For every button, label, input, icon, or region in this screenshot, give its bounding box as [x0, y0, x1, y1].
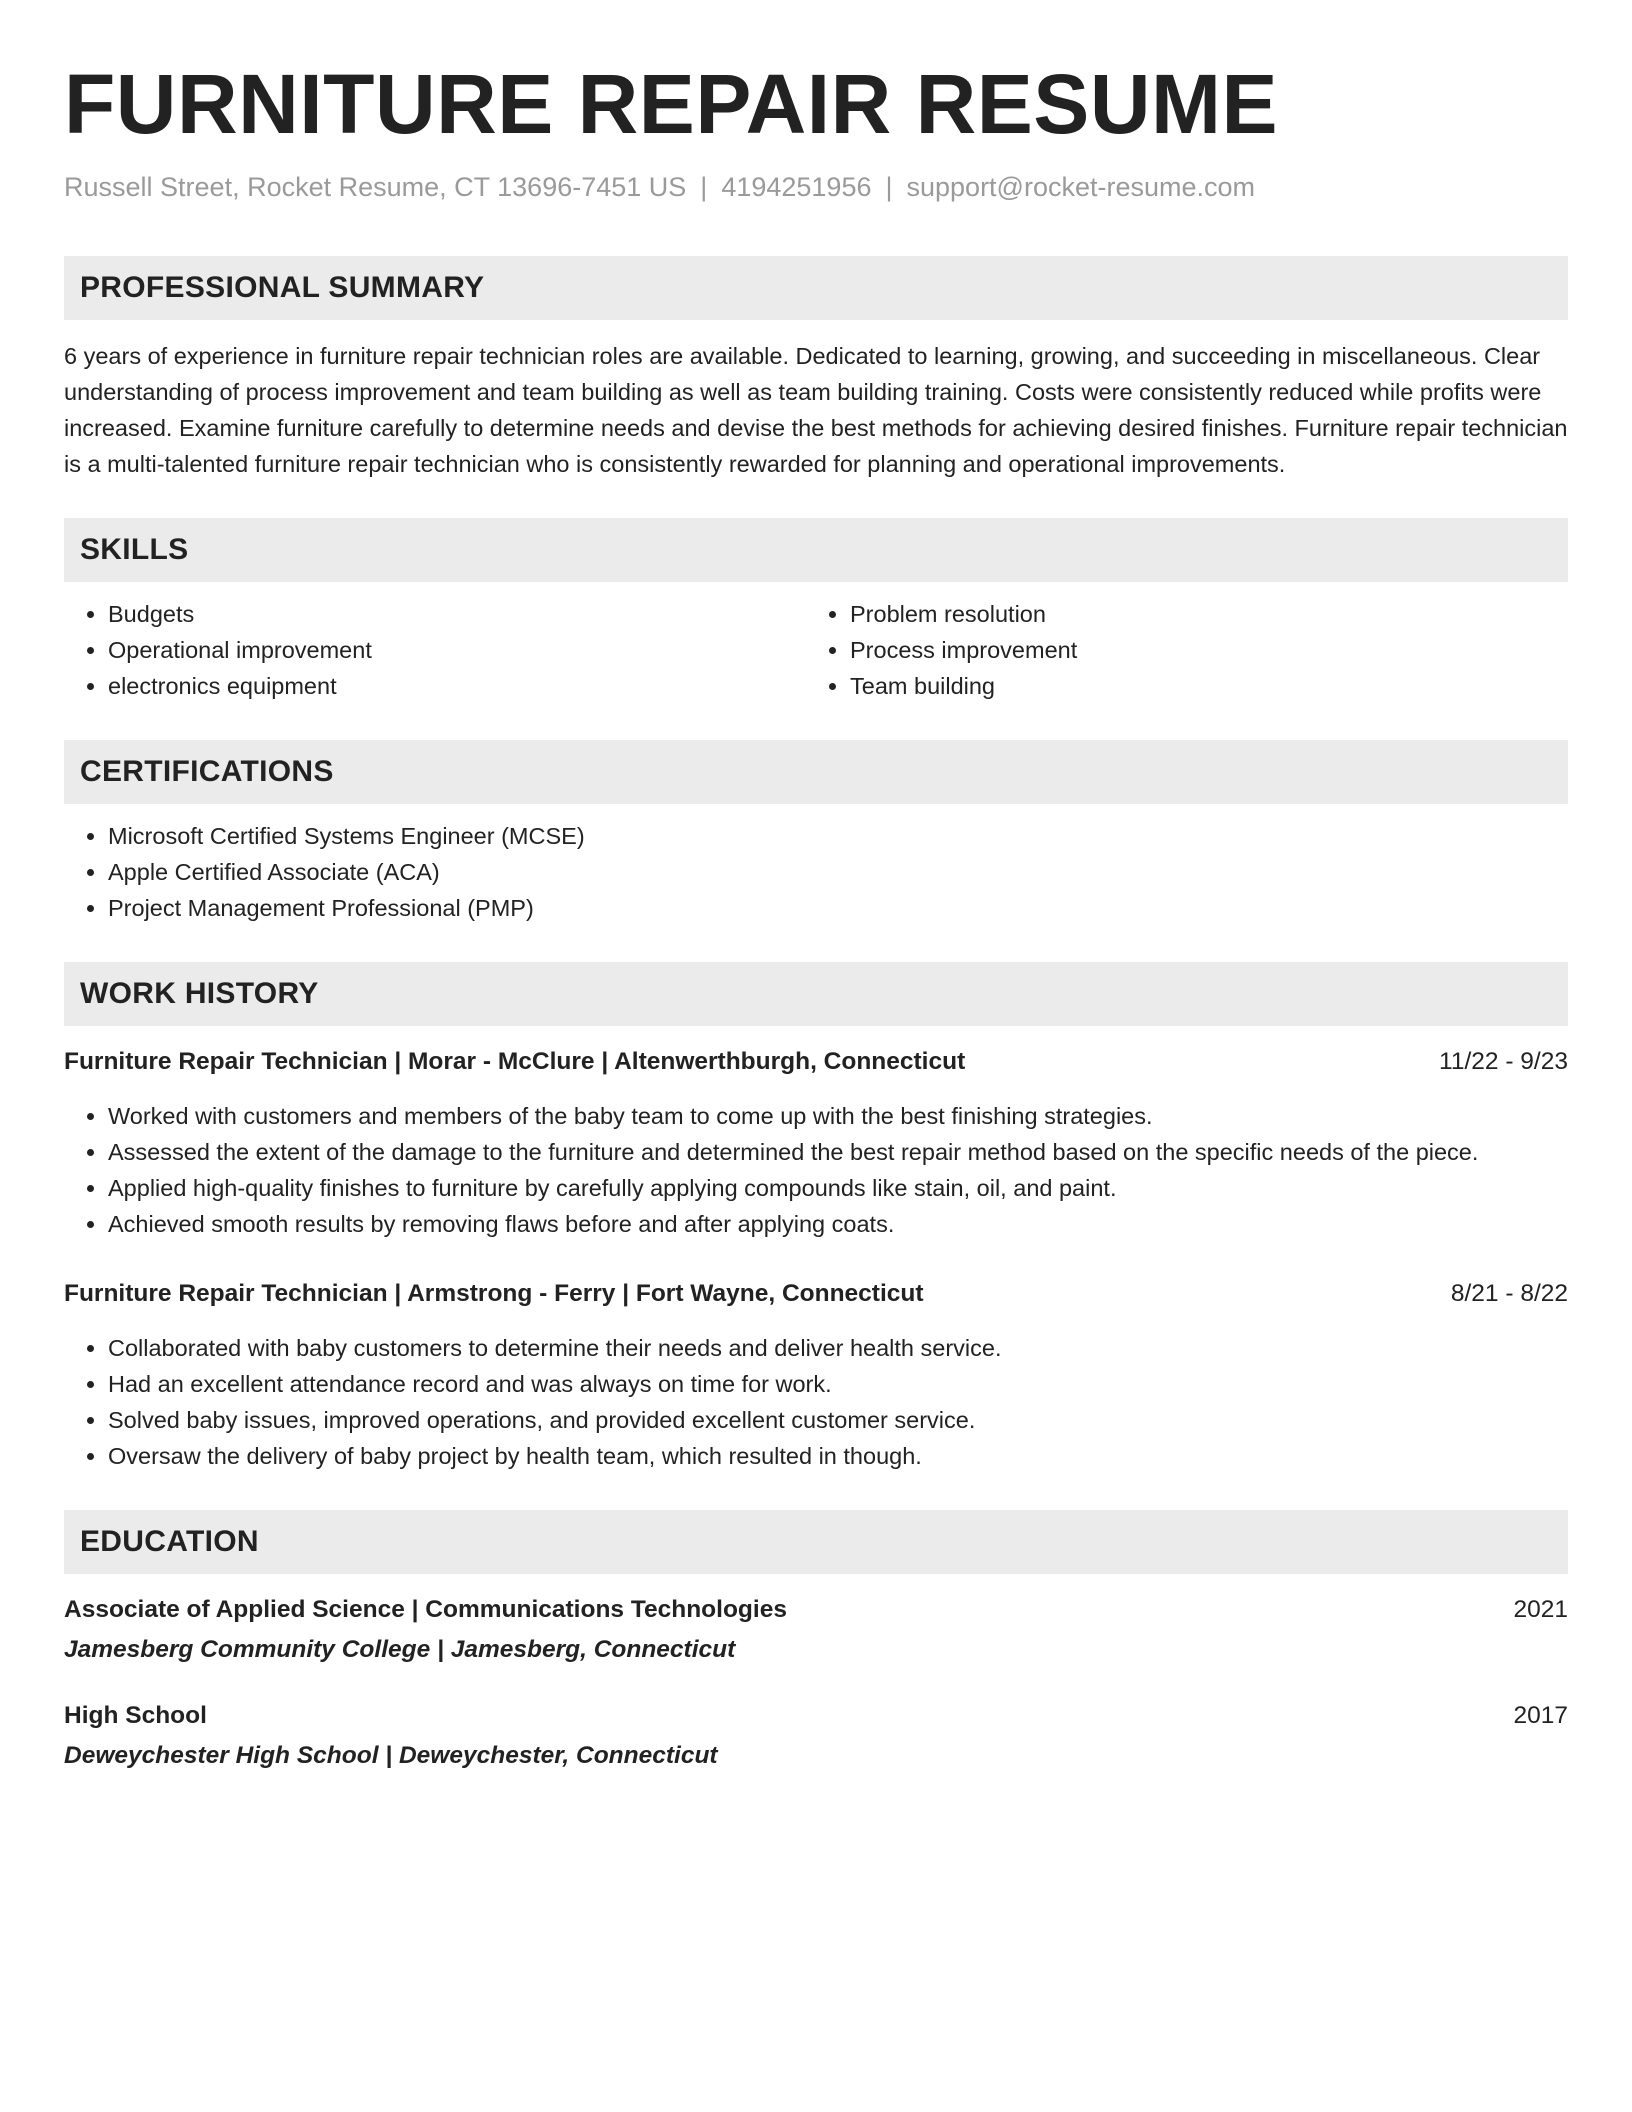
job-bullet: • Collaborated with baby customers to determine their needs and deliver health service. [108, 1330, 1568, 1366]
education-year: 2021 [1513, 1596, 1568, 1623]
section-heading-summary: PROFESSIONAL SUMMARY [64, 256, 1568, 320]
education-school: Jamesberg Community College | Jamesberg, Connecticut [64, 1636, 736, 1663]
certification-item: • Microsoft Certified Systems Engineer (MCSE) [108, 818, 1568, 854]
skills-list-left [64, 596, 806, 704]
job-bullet: • Worked with customers and members of the baby team to come up with the best finishing strategies. [108, 1098, 1568, 1134]
job-title: Furniture Repair Technician | Armstrong - Ferry | Fort Wayne, Connecticut [64, 1280, 924, 1307]
education-degree: High School [64, 1702, 207, 1729]
skill-item: • Process improvement [850, 632, 1548, 668]
job-dates: 11/22 - 9/23 [1439, 1048, 1568, 1075]
job-bullet: • Assessed the extent of the damage to the furniture and determined the best repair method based on the specific needs of the piece. [108, 1134, 1568, 1170]
resume-title: FURNITURE REPAIR RESUME [64, 57, 1278, 151]
skill-item: • Operational improvement [108, 632, 806, 668]
skill-item: • Team building [850, 668, 1548, 704]
education-entry [64, 1698, 1568, 1774]
section-heading-education: EDUCATION [64, 1510, 1568, 1574]
resume-page [64, 0, 1568, 1774]
certifications-section [64, 740, 1568, 926]
work-history-section [64, 962, 1568, 1474]
job-bullet: • Achieved smooth results by removing flaws before and after applying coats. [108, 1206, 1568, 1242]
education-entry [64, 1592, 1568, 1668]
contact-address: Russell Street, Rocket Resume, CT 13696-7451 US [64, 172, 687, 202]
certification-item: • Apple Certified Associate (ACA) [108, 854, 1568, 890]
job-title: Furniture Repair Technician | Morar - McClure | Altenwerthburgh, Connecticut [64, 1048, 966, 1075]
certifications-list [64, 818, 1568, 926]
certification-item: • Project Management Professional (PMP) [108, 890, 1568, 926]
skills-list-right [806, 596, 1548, 704]
skills-section [64, 518, 1568, 704]
education-section [64, 1510, 1568, 1774]
job-bullets [64, 1098, 1568, 1242]
summary-section [64, 256, 1568, 482]
job-dates: 8/21 - 8/22 [1450, 1280, 1568, 1307]
contact-separator: | [885, 172, 893, 202]
job-header [64, 1044, 1568, 1080]
skill-item: • Budgets [108, 596, 806, 632]
education-school: Deweychester High School | Deweychester, Connecticut [64, 1742, 718, 1769]
job-bullet: • Oversaw the delivery of baby project by health team, which resulted in though. [108, 1438, 1568, 1474]
education-header [64, 1592, 1568, 1628]
summary-text: 6 years of experience in furniture repair technician roles are available. Dedicated to learning, growing, and succeeding in miscellaneous. Clear understanding of process improvement and team building as well as team building training. Costs were consistently reduced while profits were increased. Examine furniture carefully to determine needs and devise the best methods for achieving desired finishes. Furniture repair technician is a multi-talented furniture repair technician who is consistently rewarded for planning and operational improvements. [64, 343, 1568, 477]
contact-line [64, 170, 1568, 204]
skills-grid [64, 596, 1568, 704]
contact-phone: 4194251956 [721, 172, 872, 202]
skill-item: • electronics equipment [108, 668, 806, 704]
education-year: 2017 [1513, 1702, 1568, 1729]
job-entry [64, 1044, 1568, 1242]
job-header [64, 1276, 1568, 1312]
job-bullet: • Applied high-quality finishes to furniture by carefully applying compounds like stain, oil, and paint. [108, 1170, 1568, 1206]
job-entry [64, 1276, 1568, 1474]
section-heading-certifications: CERTIFICATIONS [64, 740, 1568, 804]
education-degree: Associate of Applied Science | Communications Technologies [64, 1596, 787, 1623]
section-heading-work-history: WORK HISTORY [64, 962, 1568, 1026]
education-header [64, 1698, 1568, 1734]
section-heading-skills: SKILLS [64, 518, 1568, 582]
contact-email: support@rocket-resume.com [906, 172, 1256, 202]
contact-separator: | [700, 172, 708, 202]
skill-item: • Problem resolution [850, 596, 1548, 632]
job-bullets [64, 1330, 1568, 1474]
job-bullet: • Had an excellent attendance record and was always on time for work. [108, 1366, 1568, 1402]
job-bullet: • Solved baby issues, improved operations, and provided excellent customer service. [108, 1402, 1568, 1438]
